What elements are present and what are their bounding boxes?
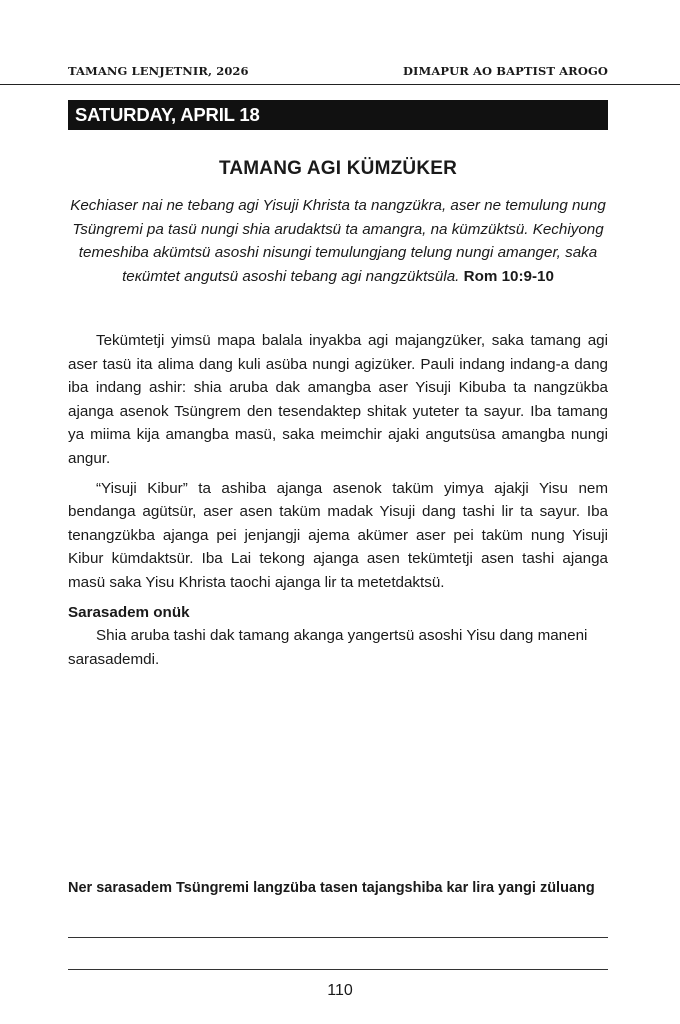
header-divider	[0, 84, 680, 85]
notes-prompt: Ner sarasadem Tsüngremi langzüba tasen tajangshiba kar lira yangi züluang	[68, 880, 595, 896]
header-left-title: TAMANG LENJETNIR, 2026	[68, 64, 249, 78]
body-paragraph-2: “Yisuji Kibur” ta ashiba ajanga asenok taküm yimya ajakji Yisu nem bendanga agütsür, aser asen taküm madak Yisuji dang tashi lir ta sayur. Iba tenangzükba ajanga pei jenjangji ajema akümer aser pei taküm nung Yisuji Kibur kümdaktsür. Iba Lai tekong ajanga asen tekümtetji asen tashi ajanga masü saka Yisu Khrista taochi ajanga lir ta metetdaktsü.	[68, 479, 608, 591]
date-banner: SATURDAY, APRIL 18	[68, 100, 608, 130]
devotion-title: TAMANG AGI KÜMZÜKER	[218, 158, 458, 179]
note-writing-line	[68, 969, 608, 970]
scripture-reference: Rom 10:9-10	[463, 267, 554, 285]
devotion-body	[68, 329, 608, 671]
prayer-text: Shia aruba tashi dak tamang akanga yangertsü asoshi Yisu dang maneni sarasademdi.	[68, 627, 588, 668]
scripture-passage	[68, 194, 608, 288]
prayer-heading: Sarasadem onük	[68, 603, 190, 621]
page-number: 110	[327, 982, 353, 999]
header-right-title: DIMAPUR AO BAPTIST AROGO	[402, 64, 608, 78]
body-paragraph-1: Tekümtetji yimsü mapa balala inyakba agi majangzüker, saka tamang agi aser tasü ita alima dang kuli asüba nungi agizüker. Pauli indang indang-a dang iba indang ashir: shia aruba dak amangba aser Yisuji Kibuba ta nangzükba ajanga asenok Tsüngrem den tesendaktep shitak yuteter ta sayur. Iba tamang ya miima kija amangba masü, saka meimchir ajaki angutsüsa amangba nungi angur.	[68, 332, 608, 467]
note-writing-line	[68, 937, 608, 938]
scripture-verse: Kechiaser nai ne tebang agi Yisuji Khrista ta nangzükra, aser ne temulung nung Tsüngremi pa tasü nungi shia arudaktsü ta amangra, na kümzüktsü. Kechiyong temeshiba akümtsü asoshi nisungi temulungjang telung nungi amanger, saka teкümtet angutsü asoshi tebang agi nangzüktsüla.	[70, 197, 606, 285]
running-header	[68, 64, 608, 78]
